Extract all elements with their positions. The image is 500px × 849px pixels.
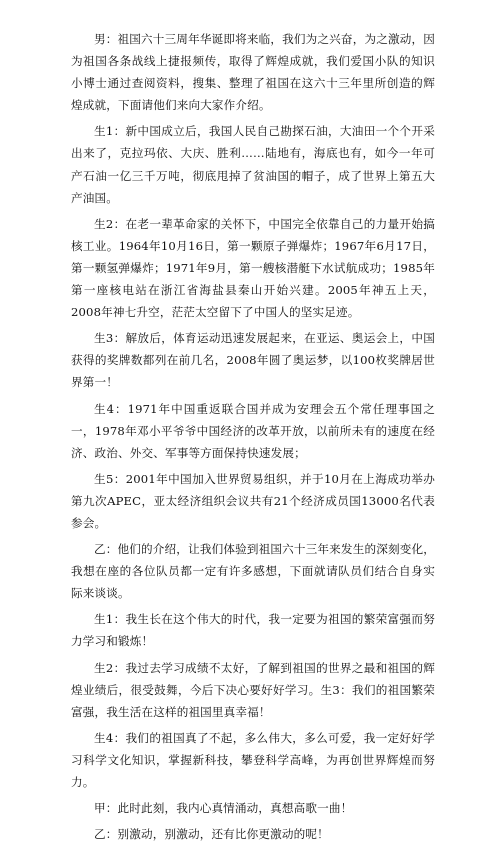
paragraph-student4-un: 生4：1971年中国重返联合国并成为安理会五个常任理事国之一，1978年邓小平爷爷中国经济的改革开放，以前所未有的速度在经济、政治、外交、军事等方面保持快速发展； [71,401,435,460]
paragraph-host-b-closing: 乙：别激动，别激动，还有比你更激动的呢！ [94,827,329,842]
paragraph-host-a-song: 甲：此时此刻，我内心真情涌动，真想高歌一曲！ [94,801,353,816]
paragraph-student4-pledge: 生4：我们的祖国真了不起，多么伟大，多么可爱，我一定好好学习科学文化知识，掌握新科技，攀登科学高峰，为再创世界辉煌而努力。 [71,730,435,789]
paragraph-host-b-reflection: 乙：他们的介绍，让我们体验到祖国六十三年来发生的深刻变化，我想在座的各位队员都一定有许多感想，下面就请队员们结合自身实际来谈谈。 [71,542,435,601]
paragraph-student2-nuclear: 生2：在老一辈革命家的关怀下，中国完全依靠自己的力量开始搞核工业。1964年10月16日，第一颗原子弹爆炸；1967年6月17日，第一颗氢弹爆炸；1971年9月，第一艘核潜艇下水试航成功；1985年第一座核电站在浙江省海盐县秦山开始兴建。2005年神五上天，2008年神七升空，茫茫太空留下了中国人的坚实足迹。 [71,216,435,320]
paragraph-student1-pledge: 生1：我生长在这个伟大的时代，我一定要为祖国的繁荣富强而努力学习和锻炼！ [71,612,435,649]
document-body [71,28,435,849]
paragraph-student5-wto: 生5：2001年中国加入世界贸易组织，并于10月在上海成功举办第九次APEC，亚太经济组织会议共有21个经济成员国13000名代表参会。 [71,471,435,530]
paragraph-student2-student3: 生2：我过去学习成绩不太好，了解到祖国的世界之最和祖国的辉煌业绩后，很受鼓舞，今后下决心要好好学习。生3：我们的祖国繁荣富强，我生活在这样的祖国里真幸福！ [71,660,435,719]
paragraph-student1-oil: 生1：新中国成立后，我国人民自己勘探石油，大油田一个个开采出来了，克拉玛依、大庆、胜利……陆地有，海底也有，如今一年可产石油一亿三千万吨，彻底甩掉了贫油国的帽子，成了世界上第五大产油国。 [71,124,435,205]
paragraph-student3-sports: 生3：解放后，体育运动迅速发展起来，在亚运、奥运会上，中国获得的奖牌数都列在前几名，2008年圆了奥运梦，以100枚奖牌居世界第一！ [71,331,435,390]
paragraph-intro-male: 男：祖国六十三周年华诞即将来临，我们为之兴奋，为之激动，因为祖国各条战线上捷报频传，取得了辉煌成就，我们爱国小队的知识小博士通过查阅资料，搜集、整理了祖国在这六十三年里所创造的辉煌成就，下面请他们来向大家作介绍。 [71,32,435,113]
